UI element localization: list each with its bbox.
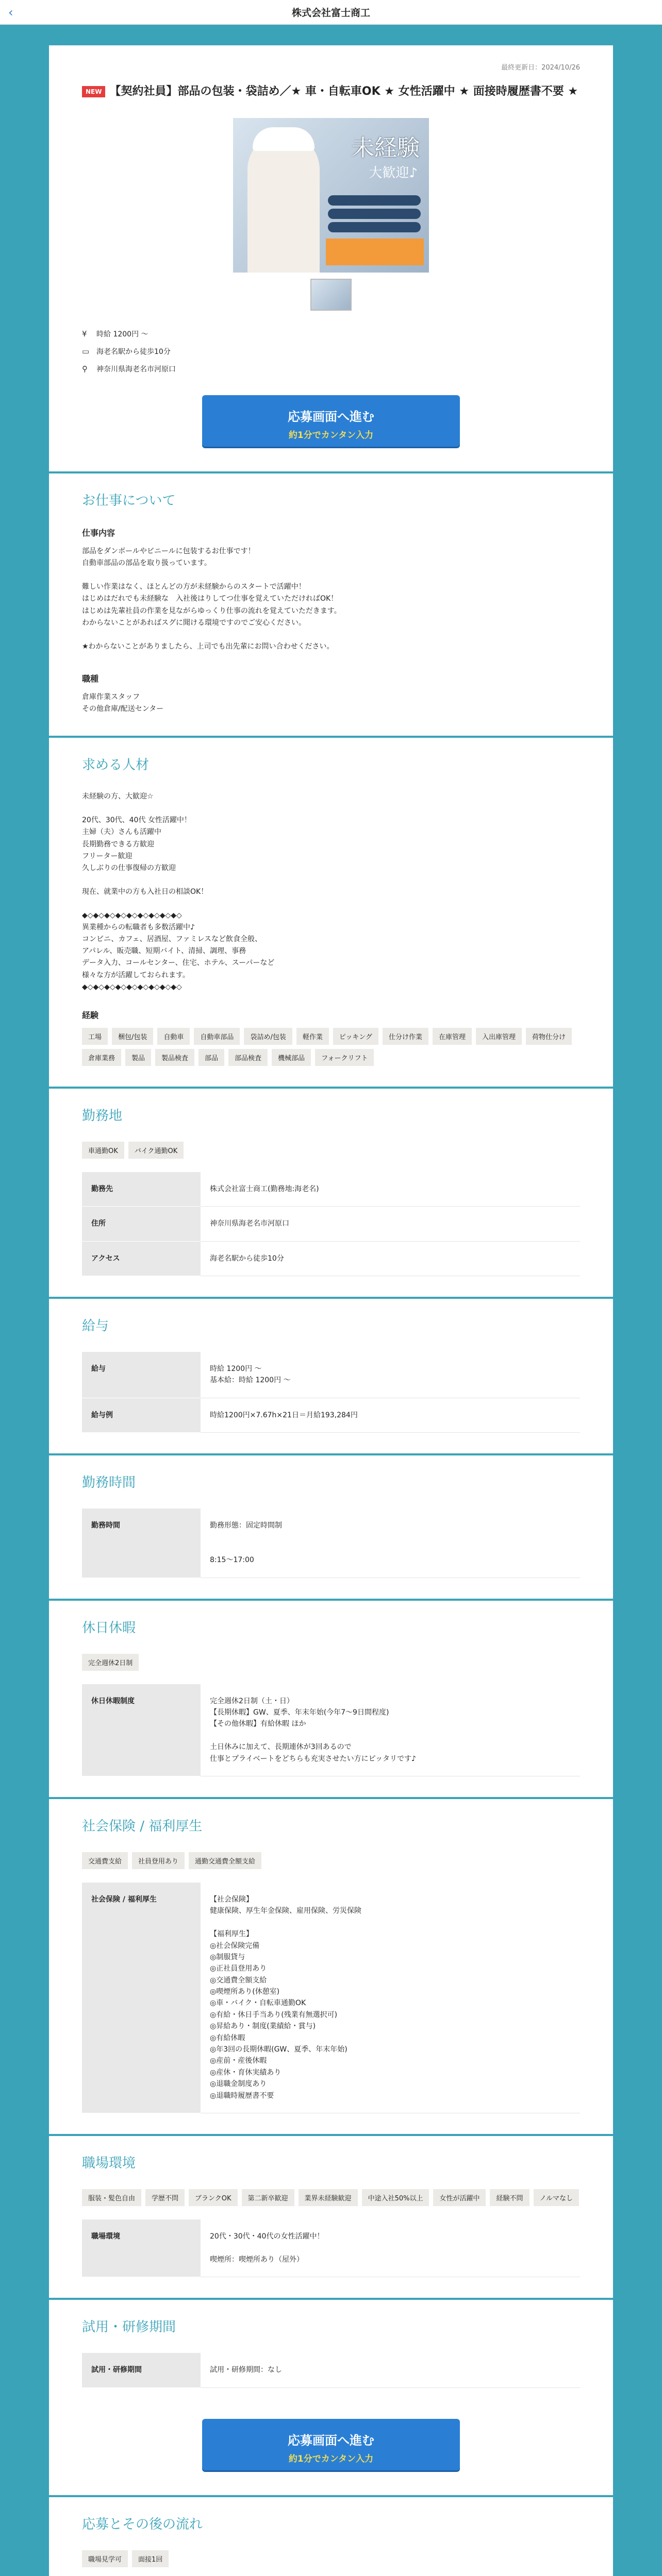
job-title — [82, 83, 580, 100]
tag-item: 自動車部品 — [194, 1028, 240, 1045]
tag-item: 部品 — [198, 1049, 224, 1066]
row-value: 海老名駅から徒歩10分 — [201, 1241, 580, 1276]
summary-location — [82, 360, 580, 378]
tag-item: 自動車 — [157, 1028, 190, 1045]
experience-tags — [82, 1028, 580, 1066]
welfare-table — [82, 1883, 580, 2113]
experience-title: 経験 — [82, 1010, 99, 1020]
hero-pill — [328, 209, 421, 219]
access-text: 海老名駅から徒歩10分 — [96, 348, 171, 357]
tag-item: 仕分け作業 — [383, 1028, 428, 1045]
hours-section — [49, 1455, 613, 1601]
tag-item: 社員登用あり — [132, 1852, 185, 1869]
job-types: 倉庫作業スタッフ その他倉庫/配送センター — [82, 692, 164, 714]
new-badge: NEW — [82, 86, 105, 98]
environment-section — [49, 2136, 613, 2300]
row-value: 20代・30代・40代の女性活躍中！ 喫煙所：喫煙所あり（屋外） — [201, 2219, 580, 2277]
work-content: 部品をダンボールやビニールに包装するお仕事です！ 自動車部品の部品を取り扱っています。 難しい作業はなく、ほとんどの方が未経験からのスタートで活躍中！ はじめはだれでも未経験な 入社後はりしてつ仕事を覚えていただければOK！ はじめは先輩社員の作業を見ながらゆっくり仕事の流れを覚えていただきます。 わからないことがあればスグに聞ける環境ですのでご安心ください。 ★わからないことがありましたら、上司でも出先輩にお問い合わせください。 — [82, 547, 341, 651]
tag-item: 女性が活躍中 — [433, 2189, 486, 2206]
tag-item: ブランクOK — [189, 2189, 238, 2206]
table-row — [82, 1352, 580, 1398]
tag-item: 職場見学可 — [82, 2550, 128, 2567]
top-bar — [0, 0, 662, 25]
row-label: アクセス — [82, 1241, 201, 1276]
section-heading: 求める人材 — [82, 757, 150, 773]
section-heading: 給与 — [82, 1318, 109, 1334]
type-title: 職種 — [82, 673, 99, 684]
train-icon: ▭ — [82, 347, 90, 357]
tag-item: 業界未経験歓迎 — [299, 2189, 358, 2206]
row-label: 試用・研修期間 — [82, 2353, 201, 2387]
tag-item: 入出庫管理 — [476, 1028, 522, 1045]
row-value: 勤務形態：固定時間制 8:15〜17:00 — [201, 1509, 580, 1578]
tag-item: 製品 — [125, 1049, 151, 1066]
hero-text-2: 大歓迎♪ — [369, 165, 418, 181]
job-summary — [82, 325, 580, 378]
table-row — [82, 2219, 580, 2277]
tag-item: ノルマなし — [534, 2189, 579, 2206]
table-row — [82, 1172, 580, 1207]
map-pin-icon: ⚲ — [82, 364, 88, 374]
requirements-text: 未経験の方、大歓迎☆ 20代、30代、40代 女性活躍中！ 主婦（夫）さんも活躍中 長期勤務できる方歓迎 フリーター歓迎 久しぶりの仕事復帰の方歓迎 現在、就業中の方も入社日の相談OK！ ◆◇◆◇◆◇◆◇◆◇◆◇◆◇◆◇◆◇ 異業種からの転職者も多数活躍中♪ コンビニ、カフェ、居酒屋、ファミレスなど飲食全般、 アパレル、販売職、短期バイト、清掃、調理、事務 データ入力、コールセンター、住宅、ホテル、スーパーなど 様々な方が活躍しておられます。 ◆◇◆◇◆◇◆◇◆◇◆◇◆◇◆◇◆◇ — [82, 792, 275, 991]
pay-table — [82, 1352, 580, 1433]
trial-section — [49, 2300, 613, 2497]
tag-item: 製品検査 — [155, 1049, 194, 1066]
location-text: 神奈川県海老名市河原口 — [96, 365, 176, 374]
table-row — [82, 1883, 580, 2113]
tag-item: バイク通勤OK — [128, 1142, 184, 1159]
tag-item: 軽作業 — [296, 1028, 329, 1045]
back-icon[interactable]: ‹ — [8, 5, 13, 20]
welfare-tags — [82, 1852, 580, 1869]
salary-text: 時給 1200円 〜 — [96, 330, 148, 339]
job-summary-card — [49, 45, 613, 473]
tag-item: 面接1回 — [132, 2550, 169, 2567]
worker-cap — [253, 127, 315, 151]
row-label: 社会保険 / 福利厚生 — [82, 1883, 201, 2113]
tag-item: 車通勤OK — [82, 1142, 124, 1159]
tag-item: 在庫管理 — [433, 1028, 472, 1045]
tag-item: 第二新卒歓迎 — [242, 2189, 294, 2206]
summary-salary — [82, 325, 580, 343]
apply-button[interactable] — [202, 395, 460, 447]
apply-button-label: 応募画面へ進む — [288, 2433, 374, 2448]
section-heading: お仕事について — [82, 493, 176, 509]
hours-table — [82, 1509, 580, 1578]
tag-item: 倉庫業務 — [82, 1049, 121, 1066]
section-heading: 休日休暇 — [82, 1620, 136, 1636]
hero-text-1: 未経験 — [352, 135, 420, 162]
tag-item: 経験不問 — [490, 2189, 529, 2206]
apply-button[interactable] — [202, 2419, 460, 2470]
table-row — [82, 1509, 580, 1578]
location-table — [82, 1172, 580, 1276]
location-tags — [82, 1142, 580, 1159]
image-thumbnail[interactable] — [310, 279, 352, 311]
table-row — [82, 2353, 580, 2387]
tag-item: 中途入社50%以上 — [362, 2189, 429, 2206]
tag-item: 荷物仕分け — [526, 1028, 572, 1045]
updated-date: 最終更新日：2024/10/26 — [501, 64, 580, 72]
location-section — [49, 1089, 613, 1299]
tag-item: 袋詰め/包装 — [244, 1028, 292, 1045]
requirements-section — [49, 738, 613, 1089]
row-label: 住所 — [82, 1207, 201, 1241]
section-heading: 社会保険 / 福利厚生 — [82, 1818, 203, 1834]
tag-item: 服装・髪色自由 — [82, 2189, 141, 2206]
row-value: 神奈川県海老名市河原口 — [201, 1207, 580, 1241]
flow-section — [49, 2497, 613, 2576]
tag-item: 完全週休2日制 — [82, 1654, 139, 1671]
row-value: 【社会保険】 健康保険、厚生年金保険、雇用保険、労災保険 【福利厚生】 ◎社会保険完備 ◎制服貸与 ◎正社員登用あり ◎交通費全額支給 ◎喫煙所あり(休憩室) ◎車・バイク・自転車通勤OK ◎有給・休日手当あり(残業有無選択可) ◎昇給あり・制度(業績給・賞与) ◎有給休暇 ◎年3回の長期休暇(GW、夏季、年末年始) ◎産前・産後休暇 ◎産休・育休実績あり ◎退職金制度あり ◎退職時履歴書不要 — [201, 1883, 580, 2113]
summary-access — [82, 343, 580, 360]
hero-pill — [328, 195, 421, 206]
job-title-text: 【契約社員】部品の包装・袋詰め／★ 車・自転車OK ★ 女性活躍中 ★ 面接時履歴書不要 ★ — [109, 85, 578, 98]
hero-banner — [326, 239, 424, 265]
content-title: 仕事内容 — [82, 528, 115, 538]
section-heading: 勤務時間 — [82, 1475, 136, 1491]
tag-item: フォークリフト — [315, 1049, 374, 1066]
pay-section — [49, 1299, 613, 1455]
table-row — [82, 1207, 580, 1241]
table-row — [82, 1241, 580, 1276]
yen-icon: ¥ — [82, 329, 87, 339]
tag-item: 交通費支給 — [82, 1852, 128, 1869]
section-heading: 勤務地 — [82, 1108, 123, 1124]
job-main-image[interactable] — [233, 118, 429, 273]
tag-item: 機械部品 — [272, 1049, 311, 1066]
work-section — [49, 473, 613, 738]
environment-tags — [82, 2189, 580, 2206]
tag-item: 梱包/包装 — [112, 1028, 153, 1045]
page-title: 株式会社富士商工 — [291, 7, 370, 19]
worker-figure — [247, 133, 320, 273]
environment-table — [82, 2219, 580, 2277]
row-label: 職場環境 — [82, 2219, 201, 2277]
row-label: 勤務先 — [82, 1172, 201, 1207]
holiday-table — [82, 1684, 580, 1776]
table-row — [82, 1684, 580, 1776]
flow-tags — [82, 2550, 580, 2567]
tag-item: 通勤交通費全額支給 — [189, 1852, 261, 1869]
row-value: 株式会社富士商工(勤務地:海老名) — [201, 1172, 580, 1207]
apply-button-label: 応募画面へ進む — [288, 410, 374, 425]
row-label: 休日休暇制度 — [82, 1684, 201, 1776]
row-value: 完全週休2日制（土・日） 【長期休暇】GW、夏季、年末年始(今年7〜9日間程度) 【その他休暇】有給休暇 ほか 土日休みに加えて、長期連休が3回あるので 仕事とプライベートをどちらも充実させたい方にピッタリです♪ — [201, 1684, 580, 1776]
row-value: 試用・研修期間：なし — [201, 2353, 580, 2387]
row-label: 給与例 — [82, 1398, 201, 1432]
row-label: 給与 — [82, 1352, 201, 1398]
tag-item: 工場 — [82, 1028, 108, 1045]
table-row — [82, 1398, 580, 1432]
welfare-section — [49, 1799, 613, 2136]
holiday-section — [49, 1601, 613, 1799]
row-value: 時給 1200円 〜 基本給：時給 1200円 〜 — [201, 1352, 580, 1398]
apply-button-sublabel: 約1分でカンタン入力 — [288, 430, 374, 441]
section-heading: 職場環境 — [82, 2156, 136, 2171]
tag-item: 学歴不問 — [145, 2189, 185, 2206]
job-detail — [49, 45, 613, 2576]
apply-button-sublabel: 約1分でカンタン入力 — [288, 2453, 374, 2464]
row-label: 勤務時間 — [82, 1509, 201, 1578]
hero-pill — [328, 222, 421, 232]
row-value: 時給1200円×7.67h×21日＝月給193,284円 — [201, 1398, 580, 1432]
tag-item: 部品検査 — [228, 1049, 268, 1066]
tag-item: ピッキング — [333, 1028, 378, 1045]
section-heading: 応募とその後の流れ — [82, 2516, 203, 2532]
trial-table — [82, 2353, 580, 2387]
holiday-tags — [82, 1654, 580, 1671]
section-heading: 試用・研修期間 — [82, 2319, 176, 2335]
